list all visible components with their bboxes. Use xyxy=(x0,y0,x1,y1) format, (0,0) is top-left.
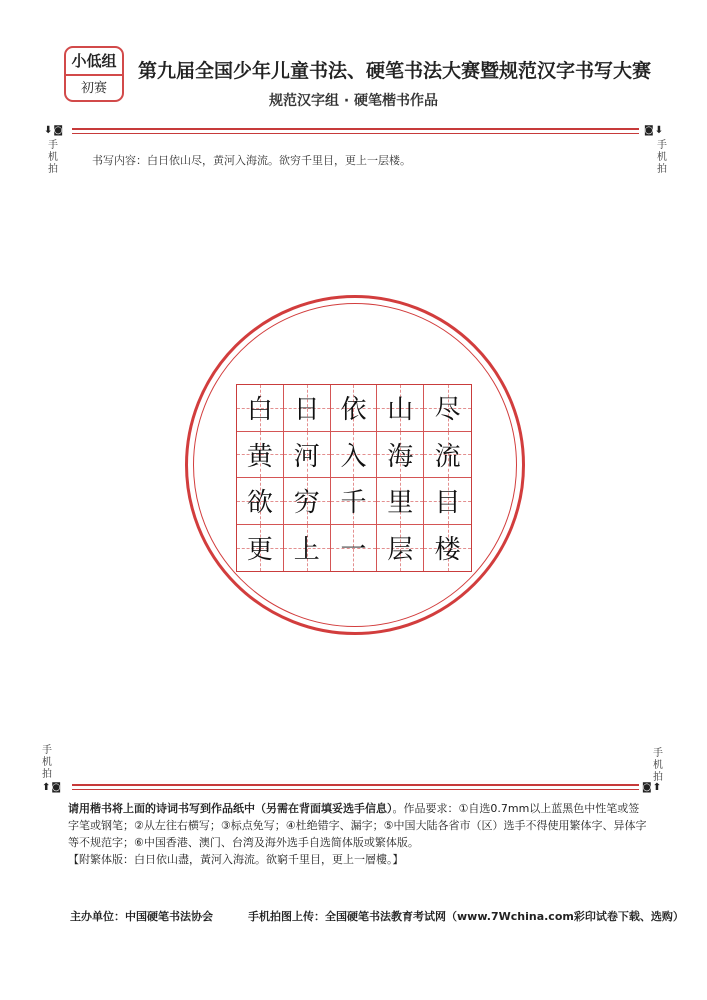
handwritten-character: 千 xyxy=(340,488,367,519)
camera-icon: ◙⬆ xyxy=(642,782,663,793)
badge-round-label: 初赛 xyxy=(80,81,107,96)
grid-cell xyxy=(377,478,424,525)
handwritten-character: 山 xyxy=(387,395,414,426)
grid-cell xyxy=(237,385,284,432)
grid-cell xyxy=(424,432,471,479)
organizer-label: 主办单位：中国硬笔书法协会 xyxy=(70,910,213,923)
grid-cell xyxy=(284,525,331,572)
grid-cell xyxy=(331,525,378,572)
grid-cell xyxy=(237,525,284,572)
instructions-block xyxy=(68,800,648,868)
handwritten-character: 尽 xyxy=(434,395,461,426)
badge-group-label: 小低组 xyxy=(66,48,122,76)
writing-grid xyxy=(236,384,472,572)
handwritten-character: 上 xyxy=(293,535,320,566)
writing-content: 书写内容：白日依山尽，黄河入海流。欲穷千里目，更上一层楼。 xyxy=(92,154,411,167)
grid-cell xyxy=(237,478,284,525)
phone-capture-label-right: 手机拍 xyxy=(657,140,667,175)
top-divider xyxy=(72,128,639,134)
handwritten-character: 白 xyxy=(246,395,273,426)
handwritten-character: 海 xyxy=(387,441,414,472)
handwritten-character: 流 xyxy=(434,441,461,472)
instructions-intro: 请用楷书将上面的诗词书写到作品纸中（另需在背面填妥选手信息） xyxy=(68,802,393,815)
handwritten-character: 穷 xyxy=(293,488,320,519)
handwritten-character: 楼 xyxy=(434,535,461,566)
grid-cell xyxy=(424,478,471,525)
handwritten-character: 层 xyxy=(387,535,414,566)
grid-cell xyxy=(331,478,378,525)
handwritten-character: 里 xyxy=(387,488,414,519)
grid-cell xyxy=(377,432,424,479)
handwritten-character: 黄 xyxy=(246,441,273,472)
handwritten-character: 目 xyxy=(434,488,461,519)
camera-icon: ⬆◙ xyxy=(42,782,63,793)
handwritten-character: 更 xyxy=(246,535,273,566)
handwritten-character: 依 xyxy=(340,395,367,426)
instructions-body: 。作品要求：①自选0.7mm以上蓝黑色中性笔或签字笔或钢笔；②从左往右横写；③标点免写；④杜绝错字、漏字；⑤中国大陆各省市（区）选手不得使用繁体字、异体字等不规范字；⑥中国香港、澳门、台湾及海外选手自选简体版或繁体版。 xyxy=(68,802,647,849)
grid-cell xyxy=(331,432,378,479)
handwritten-character: 河 xyxy=(293,441,320,472)
grid-cell xyxy=(377,525,424,572)
handwritten-character: 入 xyxy=(340,441,367,472)
page-subtitle: 规范汉字组 · 硬笔楷书作品 xyxy=(268,93,439,109)
grid-cell xyxy=(424,385,471,432)
bottom-divider xyxy=(72,784,639,790)
grid-cell xyxy=(377,385,424,432)
grid-cell xyxy=(424,525,471,572)
phone-capture-label-left: 手机拍 xyxy=(48,140,58,175)
grid-cell xyxy=(284,432,331,479)
grid-cell xyxy=(331,385,378,432)
grid-cell xyxy=(237,432,284,479)
camera-icon: ◙⬇ xyxy=(644,125,665,136)
camera-icon: ⬇◙ xyxy=(44,125,65,136)
traditional-version-note: 【附繁体版：白日依山盡，黃河入海流。欲窮千里目，更上一層樓。】 xyxy=(68,853,404,866)
phone-capture-label-right-bottom: 手机拍 xyxy=(653,748,663,783)
handwritten-character: 一 xyxy=(340,535,367,566)
handwritten-character: 日 xyxy=(293,395,320,426)
page-title: 第九届全国少年儿童书法、硬笔书法大赛暨规范汉字书写大赛 xyxy=(138,60,652,82)
handwritten-character: 欲 xyxy=(246,488,273,519)
upload-info: 手机拍图上传：全国硬笔书法教育考试网（www.7Wchina.com彩印试卷下载、选购） xyxy=(248,910,684,923)
grid-cell xyxy=(284,385,331,432)
grid-cell xyxy=(284,478,331,525)
phone-capture-label-left-bottom: 手机拍 xyxy=(42,745,52,780)
